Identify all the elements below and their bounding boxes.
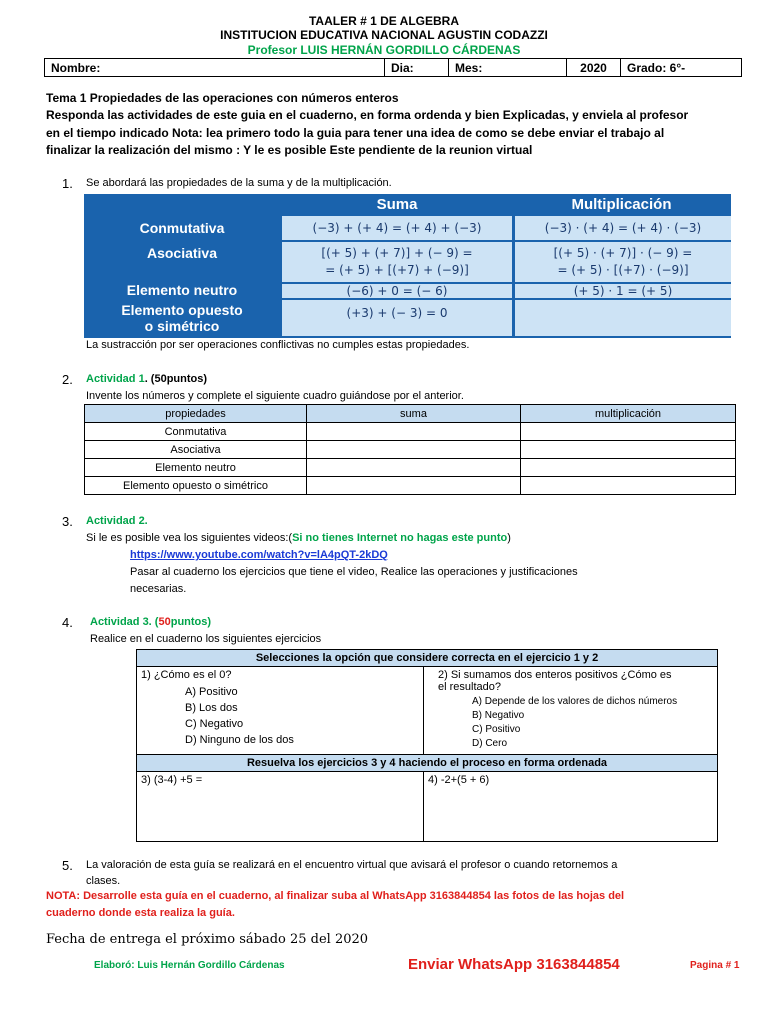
intro-line-2: en el tiempo indicado Nota: lea primero todo la guia para tener una idea de como se debe enviar el trabajo al [46,126,665,140]
question-4: 4) -2+(5 + 6) [424,772,718,842]
fig-neutro-mult: (+ 5) · 1 = (+ 5) [515,284,731,298]
year-field: 2020 [567,59,621,77]
institution-name: INSTITUCION EDUCATIVA NACIONAL AGUSTIN CODAZZI [220,28,548,42]
nombre-field[interactable]: Nombre: [45,59,385,77]
item-1-number: 1. [62,176,73,191]
actividad-2-text [86,532,511,544]
table-cell[interactable] [307,459,521,477]
actividad-2-label: Actividad 2. [86,515,148,527]
fig-opuesto-suma: (+3) + (− 3) = 0 [282,300,512,336]
item-5-line-2: clases. [86,875,121,887]
act3-head-1: Selecciones la opción que considere correcta en el ejercicio 1 y 2 [137,650,718,667]
table-cell[interactable] [521,477,736,495]
table-header: suma [307,405,521,423]
q2-option: C) Positivo [472,724,521,735]
table-row-label: Conmutativa [85,423,307,441]
actividad-1-table [84,404,736,495]
teacher-name: Profesor LUIS HERNÁN GORDILLO CÁRDENAS [247,43,521,57]
video-link[interactable]: https://www.youtube.com/watch?v=lA4pQT-2kDQ [130,549,388,561]
fig-row-opuesto: Elemento opuesto [121,302,243,318]
question-1: 1) ¿Cómo es el 0? [141,669,232,681]
fecha-entrega: Fecha de entrega el próximo sábado 25 del 2020 [46,932,369,947]
question-3: 3) (3-4) +5 = [137,772,424,842]
fig-asoc-mult-1: [(+ 5) · (+ 7)] · (− 9) = [553,246,693,260]
item-2-number: 2. [62,372,73,387]
actividad-2-text-a: Si le es posible vea los siguientes videos:( [86,532,293,544]
fig-row-asociativa: Asociativa [146,245,218,261]
actividad-1-label: Actividad 1 [86,373,145,385]
fig-row-simetrico: o simétrico [144,318,220,334]
table-cell[interactable] [307,423,521,441]
fig-col-mult: Multiplicación [571,196,672,213]
actividad-1-heading [86,373,207,385]
table-cell[interactable] [521,459,736,477]
actividad-2-line-3: necesarias. [130,583,187,595]
actividad-2-no-internet: Si no tienes Internet no hagas este punto [292,532,508,544]
item-3-number: 3. [62,514,73,529]
footer-elaboro: Elaboró: Luis Hernán Gordillo Cárdenas [94,960,285,971]
fig-asoc-suma-2: = (+ 5) + [(+7) + (−9)] [325,263,469,277]
info-row [44,58,742,77]
act3-head-2: Resuelva los ejercicios 3 y 4 haciendo el proceso en forma ordenada [137,755,718,772]
q1-option: D) Ninguno de los dos [185,734,294,746]
item-1-note: La sustracción por ser operaciones conflictivas no cumples estas propiedades. [86,339,470,351]
doc-title: TAALER # 1 DE ALGEBRA [308,14,459,28]
q1-option: C) Negativo [185,718,244,730]
actividad-2-text-b: ) [507,532,511,544]
table-header: propiedades [85,405,307,423]
footer-page-number: Pagina # 1 [690,960,740,971]
nota-line-1: NOTA: Desarrolle esta guía en el cuaderno, al finalizar suba al WhatsApp 3163844854 las fotos de las hojas del [46,890,625,902]
actividad-3-points: 50 [158,616,171,628]
fig-asoc-mult-2: = (+ 5) · [(+7) · (−9)] [557,263,689,277]
table-cell[interactable] [521,423,736,441]
dia-field[interactable]: Dia: [385,59,449,77]
mes-field[interactable]: Mes: [449,59,567,77]
fig-neutro-suma: (−6) + 0 = (− 6) [282,284,512,298]
actividad-1-text: Invente los números y complete el siguiente cuadro guiándose por el anterior. [86,390,464,402]
actividad-2-line-2: Pasar al cuaderno los ejercicios que tiene el video, Realice las operaciones y justificaciones [130,566,578,578]
q2-option: A) Depende de los valores de dichos números [472,696,678,707]
actividad-3-label: Actividad 3. ( [90,616,159,628]
q2-option: B) Negativo [472,710,525,721]
grado-field: Grado: 6°- [621,59,742,77]
footer-enviar-whatsapp: Enviar WhatsApp 3163844854 [408,956,620,973]
tema-heading: Tema 1 Propiedades de las operaciones con números enteros [46,91,399,105]
actividad-3-points-rest: puntos) [170,616,212,628]
table-header: multiplicación [521,405,736,423]
actividad-1-points: . (50puntos) [144,373,208,385]
actividad-3-text: Realice en el cuaderno los siguientes ejercicios [90,633,322,645]
q1-option: A) Positivo [185,686,238,698]
properties-figure [84,194,731,338]
table-row-label: Elemento neutro [85,459,307,477]
item-5-line-1: La valoración de esta guía se realizará en el encuentro virtual que avisará el profesor o cuando retornemos a [86,859,618,871]
question-2b: el resultado? [438,681,501,693]
item-4-number: 4. [62,615,73,630]
item-5-number: 5. [62,858,73,873]
actividad-3-table [136,649,718,842]
actividad-3-heading [90,616,211,628]
table-cell[interactable] [521,441,736,459]
fig-row-neutro: Elemento neutro [126,282,238,298]
fig-asoc-mult [515,242,731,282]
question-2a: 2) Si sumamos dos enteros positivos ¿Cómo es [438,669,672,681]
table-cell[interactable] [307,441,521,459]
nota-line-2: cuaderno donde esta realiza la guía. [46,907,235,919]
fig-row-conmutativa: Conmutativa [139,220,225,236]
fig-conm-mult: (−3) · (+ 4) = (+ 4) · (−3) [515,216,731,240]
table-row-label: Elemento opuesto o simétrico [85,477,307,495]
q2-option: D) Cero [472,738,508,749]
fig-asoc-suma [282,242,512,282]
fig-asoc-suma-1: [(+ 5) + (+ 7)] + (− 9) = [321,246,473,260]
intro-line-1: Responda las actividades de este guia en el cuaderno, en forma ordenda y bien Explicadas, y enviela al profesor [46,108,689,122]
fig-opuesto-mult [515,300,731,336]
fig-conm-suma: (−3) + (+ 4) = (+ 4) + (−3) [282,216,512,240]
q1-option: B) Los dos [185,702,238,714]
table-cell[interactable] [307,477,521,495]
intro-line-3: finalizar la realización del mismo : Y le es posible Este pendiente de la reunion virtual [46,143,533,157]
table-row-label: Asociativa [85,441,307,459]
item-1-text: Se abordará las propiedades de la suma y de la multiplicación. [86,177,392,189]
fig-col-suma: Suma [376,196,418,213]
